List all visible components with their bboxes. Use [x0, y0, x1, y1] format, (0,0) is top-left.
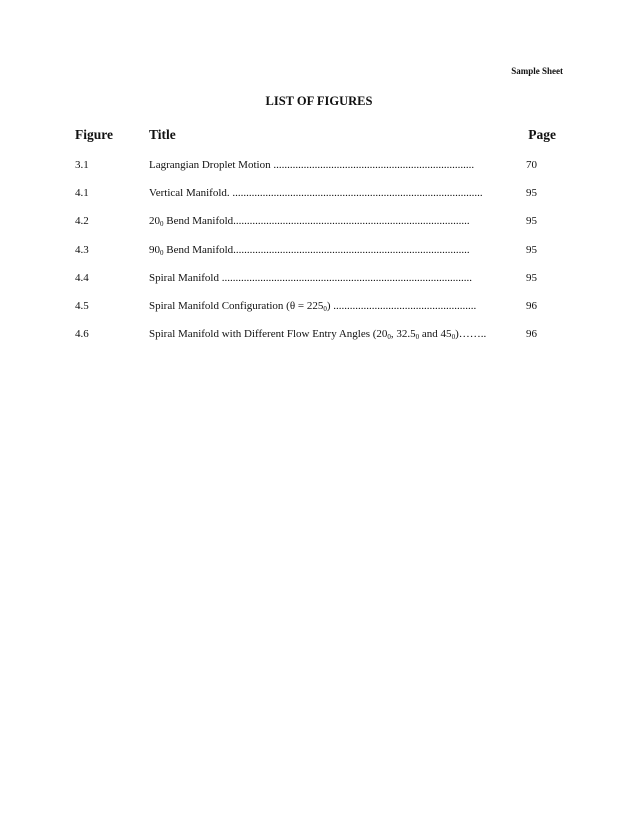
title-leader: ......................................................................... — [273, 159, 475, 171]
figure-number: 4.1 — [75, 187, 89, 200]
column-header-figure: Figure — [75, 127, 113, 142]
figure-row-4-5 — [75, 299, 556, 327]
figure-page: 96 — [526, 328, 537, 341]
figure-title: Vertical Manifold. ........................................................................................... — [149, 187, 483, 200]
figure-row-4-6 — [75, 327, 556, 355]
figure-number: 4.3 — [75, 243, 89, 256]
figure-number: 4.6 — [75, 328, 89, 341]
figure-number: 3.1 — [75, 159, 89, 171]
figure-row-3-1 — [75, 158, 556, 186]
column-header-title: Title — [149, 127, 176, 142]
figure-row-4-3 — [75, 243, 556, 271]
title-leader: ...................................................................................... — [233, 215, 470, 228]
figure-row-4-2 — [75, 214, 556, 242]
figure-list — [75, 158, 556, 355]
title-leader: ...................................................................................... — [233, 243, 470, 256]
title-leader: ........................................................................................... — [232, 187, 483, 200]
figure-row-4-1 — [75, 186, 556, 214]
figure-page: 95 — [526, 243, 537, 256]
figure-row-4-4 — [75, 271, 556, 299]
column-header-page: Page — [528, 127, 556, 142]
figure-number: 4.2 — [75, 215, 89, 228]
column-header-row — [75, 127, 556, 145]
title-leader: ........................................................................................... — [221, 271, 472, 284]
page-title: LIST OF FIGURES — [265, 94, 373, 108]
figure-title: Spiral Manifold Configuration $(\theta = 225_0)$ .................................................... — [149, 299, 477, 313]
figure-page: 95 — [526, 215, 537, 228]
figure-page: 95 — [526, 271, 537, 284]
figure-title: $90_0$ Bend Manifold...................................................................................... — [149, 243, 470, 257]
title-leader: .................................................... — [333, 299, 477, 312]
title-leader: …….. — [458, 328, 487, 341]
figure-page: 96 — [526, 299, 537, 312]
sample-sheet-label: Sample Sheet — [511, 66, 563, 76]
figure-title: Lagrangian Droplet Motion ......................................................................... — [149, 159, 475, 171]
figure-title: $20_0$ Bend Manifold...................................................................................... — [149, 215, 470, 229]
figure-page: 70 — [526, 159, 537, 171]
figure-number: 4.4 — [75, 271, 89, 284]
figure-title: Spiral Manifold with Different Flow Entry Angles ($20_0$, $32.5_0$ and $45_0)\dots\dots$.. — [149, 328, 487, 342]
figure-page: 95 — [526, 187, 537, 200]
figure-number: 4.5 — [75, 299, 89, 312]
figure-title: Spiral Manifold ........................................................................................... — [149, 271, 472, 284]
